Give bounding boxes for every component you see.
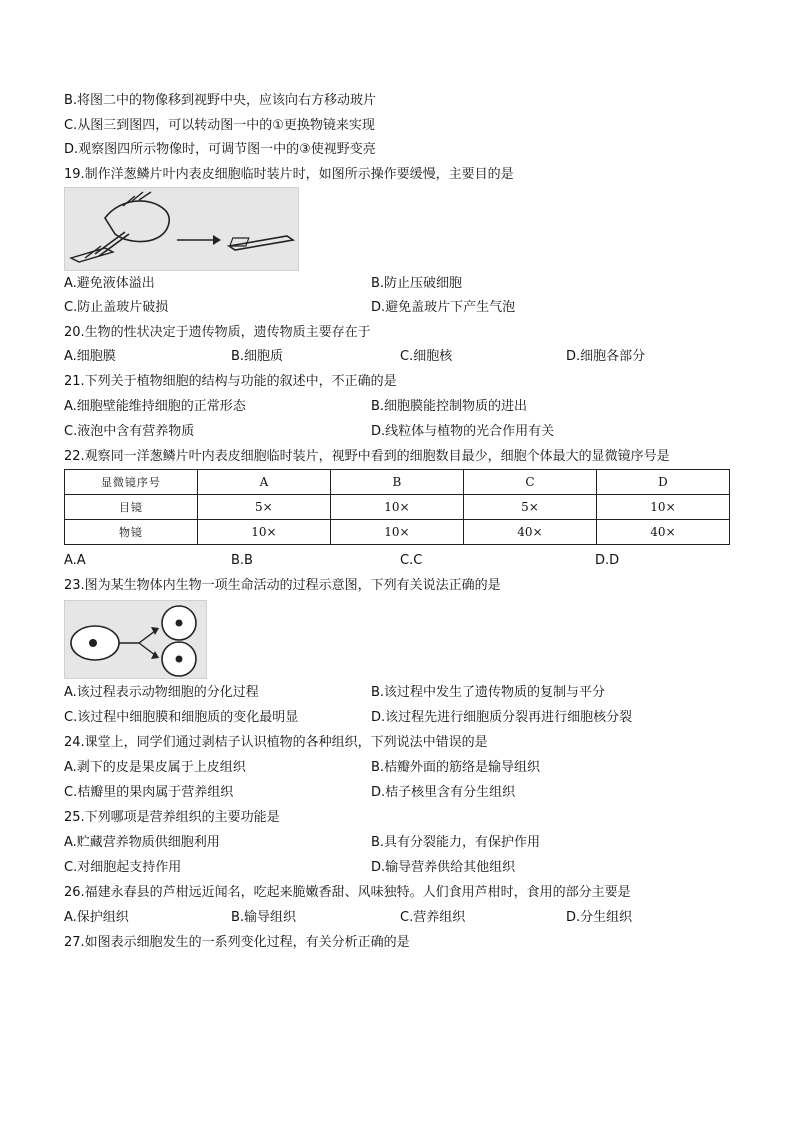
q26-option-d: D.分生组织 [566, 910, 633, 925]
q19-option-a: A.避免液体溢出 [64, 276, 155, 291]
table-header-cell: D [596, 470, 729, 495]
microscope-table [64, 469, 730, 545]
table-header-cell: 显微镜序号 [65, 470, 198, 495]
cell-division-illustration [65, 601, 206, 678]
table-row [65, 520, 730, 545]
table-cell: 40× [596, 520, 729, 545]
q23-stem: 23.图为某生物体内生物一项生命活动的过程示意图，下列有关说法正确的是 [64, 578, 501, 593]
table-header-cell: B [330, 470, 463, 495]
q22-option-d: D.D [595, 553, 620, 568]
q21-option-c: C.液泡中含有营养物质 [64, 424, 195, 439]
q21-option-d: D.线粒体与植物的光合作用有关 [371, 424, 555, 439]
coverslip-operation-illustration [65, 188, 298, 270]
q25-option-d: D.输导营养供给其他组织 [371, 860, 516, 875]
q26-option-a: A.保护组织 [64, 910, 129, 925]
q24-option-a: A.剥下的皮是果皮属于上皮组织 [64, 760, 246, 775]
table-cell: 10× [596, 495, 729, 520]
q26-option-b: B.输导组织 [231, 910, 297, 925]
q19-stem: 19.制作洋葱鳞片叶内表皮细胞临时装片时，如图所示操作要缓慢，主要目的是 [64, 167, 514, 182]
q22-option-c: C.C [400, 553, 423, 568]
q20-stem: 20.生物的性状决定于遗传物质，遗传物质主要存在于 [64, 325, 371, 340]
q19-option-d: D.避免盖玻片下产生气泡 [371, 300, 516, 315]
table-cell: 10× [330, 520, 463, 545]
table-header-row [65, 470, 730, 495]
q25-option-a: A.贮藏营养物质供细胞利用 [64, 835, 220, 850]
q24-stem: 24.课堂上，同学们通过剥桔子认识植物的各种组织，下列说法中错误的是 [64, 735, 488, 750]
q25-option-b: B.具有分裂能力，有保护作用 [371, 835, 541, 850]
table-cell: 物镜 [65, 520, 198, 545]
q25-stem: 25.下列哪项是营养组织的主要功能是 [64, 810, 280, 825]
q19-option-b: B.防止压破细胞 [371, 276, 463, 291]
q24-option-d: D.桔子核里含有分生组织 [371, 785, 516, 800]
q22-option-a: A.A [64, 553, 86, 568]
table-cell: 10× [197, 520, 330, 545]
table-header-cell: A [197, 470, 330, 495]
q18-option-b: B.将图二中的物像移到视野中央，应该向右方移动玻片 [64, 93, 377, 108]
q24-option-c: C.桔瓣里的果肉属于营养组织 [64, 785, 234, 800]
q26-option-c: C.营养组织 [400, 910, 466, 925]
table-cell: 目镜 [65, 495, 198, 520]
q23-option-b: B.该过程中发生了遗传物质的复制与平分 [371, 685, 606, 700]
q22-option-b: B.B [231, 553, 253, 568]
q20-option-c: C.细胞核 [400, 349, 453, 364]
q21-option-a: A.细胞壁能维持细胞的正常形态 [64, 399, 246, 414]
q19-option-c: C.防止盖玻片破损 [64, 300, 169, 315]
table-cell: 10× [330, 495, 463, 520]
q23-option-a: A.该过程表示动物细胞的分化过程 [64, 685, 259, 700]
q23-cell-division-figure [64, 600, 207, 679]
q23-option-d: D.该过程先进行细胞质分裂再进行细胞核分裂 [371, 710, 633, 725]
q18-option-c: C.从图三到图四，可以转动图一中的①更换物镜来实现 [64, 118, 375, 133]
q20-option-a: A.细胞膜 [64, 349, 116, 364]
table-cell: 5× [197, 495, 330, 520]
q20-option-d: D.细胞各部分 [566, 349, 646, 364]
q18-option-d: D.观察图四所示物像时，可调节图一中的③使视野变亮 [64, 142, 376, 157]
q22-stem: 22.观察同一洋葱鳞片叶内表皮细胞临时装片，视野中看到的细胞数目最少，细胞个体最大的显微镜序号是 [64, 449, 670, 464]
q20-option-b: B.细胞质 [231, 349, 284, 364]
q19-coverslip-figure [64, 187, 299, 271]
q21-option-b: B.细胞膜能控制物质的进出 [371, 399, 528, 414]
q25-option-c: C.对细胞起支持作用 [64, 860, 182, 875]
table-header-cell: C [463, 470, 596, 495]
q26-stem: 26.福建永春县的芦柑远近闻名，吃起来脆嫩香甜、风味独特。人们食用芦柑时，食用的部分主要是 [64, 885, 631, 900]
table-row [65, 495, 730, 520]
q23-option-c: C.该过程中细胞膜和细胞质的变化最明显 [64, 710, 299, 725]
table-cell: 5× [463, 495, 596, 520]
q21-stem: 21.下列关于植物细胞的结构与功能的叙述中，不正确的是 [64, 374, 397, 389]
table-cell: 40× [463, 520, 596, 545]
q24-option-b: B.桔瓣外面的筋络是输导组织 [371, 760, 541, 775]
q27-stem: 27.如图表示细胞发生的一系列变化过程，有关分析正确的是 [64, 935, 410, 950]
